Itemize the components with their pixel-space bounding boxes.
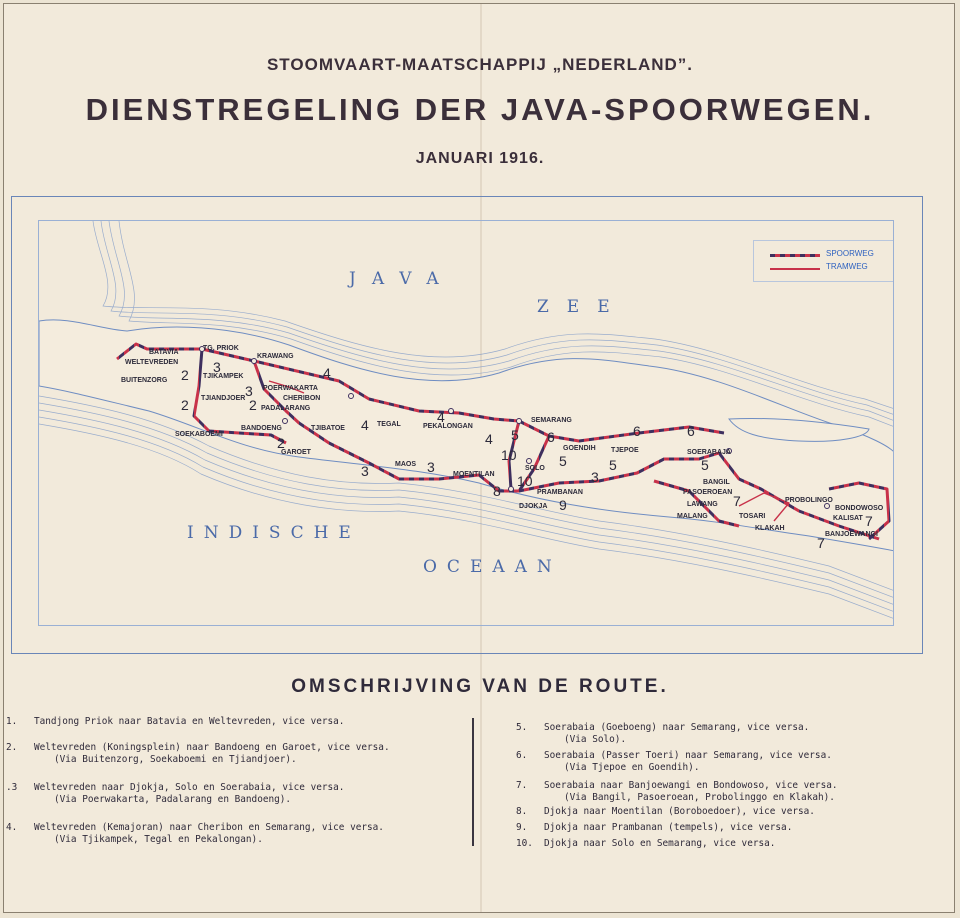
java-map bbox=[38, 220, 894, 626]
route-item-description: Tandjong Priok naar Batavia en Weltevreden, vice versa. bbox=[34, 716, 345, 727]
town-tjibatoe: TJIBATOE bbox=[311, 425, 345, 432]
route-item-number: 2. bbox=[6, 742, 18, 753]
route-number: 10 bbox=[517, 473, 533, 489]
route-number: 4 bbox=[323, 365, 331, 381]
route-item-number: 7. bbox=[516, 780, 528, 791]
town-soerabaja: SOERABAJA bbox=[687, 449, 731, 456]
route-number: 3 bbox=[361, 463, 369, 479]
route-item-number: 1. bbox=[6, 716, 18, 727]
route-item-description: Djokja naar Prambanan (tempels), vice versa. bbox=[544, 822, 793, 833]
route-item-number: 5. bbox=[516, 722, 528, 733]
town-garoet: GAROET bbox=[281, 449, 311, 456]
town-moentilan: MOENTILAN bbox=[453, 471, 495, 478]
town-tegal: TEGAL bbox=[377, 421, 401, 428]
town-malang: MALANG bbox=[677, 513, 708, 520]
route-item-number: 8. bbox=[516, 806, 528, 817]
town-krawang: KRAWANG bbox=[257, 353, 294, 360]
route-item-number: 6. bbox=[516, 750, 528, 761]
town-buitenzorg: BUITENZORG bbox=[121, 377, 168, 384]
legend-railway-line bbox=[770, 254, 820, 257]
legend-tramway bbox=[770, 262, 894, 274]
town-klakah: KLAKAH bbox=[755, 525, 785, 532]
town-cheribon: CHERIBON bbox=[283, 395, 321, 402]
town-probolingo: PROBOLINGO bbox=[785, 497, 833, 504]
route-number: 5 bbox=[511, 427, 519, 443]
town-prambanan: PRAMBANAN bbox=[537, 489, 583, 496]
route-number: 3 bbox=[245, 383, 253, 399]
town-solo: SOLO bbox=[525, 465, 545, 472]
route-number: 10 bbox=[501, 447, 517, 463]
legend-tramway-label: TRAMWEG bbox=[826, 262, 868, 271]
town-bandoeng: BANDOENG bbox=[241, 425, 282, 432]
town-tjepoe: TJEPOE bbox=[611, 447, 639, 454]
route-item-number: 4. bbox=[6, 822, 18, 833]
route-number: 4 bbox=[437, 409, 445, 425]
town-goendih: GOENDIH bbox=[563, 445, 596, 452]
route-number: 7 bbox=[733, 493, 741, 509]
route-number: 6 bbox=[547, 429, 555, 445]
route-number: 3 bbox=[213, 359, 221, 375]
route-number: 2 bbox=[181, 397, 189, 413]
route-item-via: (Via Tjepoe en Goendih). bbox=[564, 761, 700, 773]
route-item-description: Soerabaia naar Banjoewangi en Bondowoso, vice versa. bbox=[544, 780, 838, 791]
route-item-number: .3 bbox=[6, 782, 18, 793]
route-item-description: Soerabaia (Goeboeng) naar Semarang, vice versa. bbox=[544, 722, 810, 733]
route-number: 2 bbox=[181, 367, 189, 383]
route-number: 9 bbox=[559, 497, 567, 513]
town-lawang: LAWANG bbox=[687, 501, 718, 508]
route-item-description: Weltevreden (Kemajoran) naar Cheribon en Semarang, vice versa. bbox=[34, 822, 384, 833]
town-tjikampek: TJIKAMPEK bbox=[203, 373, 244, 380]
route-item-description: Weltevreden (Koningsplein) naar Bandoeng en Garoet, vice versa. bbox=[34, 742, 390, 753]
map-legend bbox=[753, 240, 894, 282]
route-number: 2 bbox=[249, 397, 257, 413]
route-number: 5 bbox=[609, 457, 617, 473]
route-item-via: (Via Tjikampek, Tegal en Pekalongan). bbox=[54, 833, 263, 845]
route-item-via: (Via Solo). bbox=[564, 733, 627, 745]
town-pasoeroean: PASOEROEAN bbox=[683, 489, 733, 496]
route-number: 5 bbox=[701, 457, 709, 473]
town-padalarang: PADALARANG bbox=[261, 405, 311, 412]
route-item-description: Soerabaia (Passer Toeri) naar Semarang, vice versa. bbox=[544, 750, 832, 761]
route-item-description: Djokja naar Moentilan (Boroboedoer), vice versa. bbox=[544, 806, 815, 817]
legend-tramway-line bbox=[770, 268, 820, 270]
route-item-via: (Via Poerwakarta, Padalarang en Bandoeng). bbox=[54, 793, 292, 805]
route-item-number: 10. bbox=[516, 838, 533, 849]
town-bondowoso: BONDOWOSO bbox=[835, 505, 884, 512]
town-pekalongan: PEKALONGAN bbox=[423, 423, 473, 430]
route-number: 4 bbox=[361, 417, 369, 433]
route-number: 8 bbox=[493, 483, 501, 499]
town-banjoewangi: BANJOEWANGI bbox=[825, 531, 878, 538]
sea-label-zee: ZEE bbox=[537, 297, 628, 317]
town-bangil: BANGIL bbox=[703, 479, 730, 486]
town-weltevreden: WELTEVREDEN bbox=[125, 359, 179, 366]
town-soekaboemi: SOEKABOEMI bbox=[175, 431, 223, 438]
route-number: 3 bbox=[427, 459, 435, 475]
route-item-via: (Via Buitenzorg, Soekaboemi en Tjiandjoer). bbox=[54, 753, 297, 765]
legend-railway bbox=[770, 249, 894, 261]
town-semarang: SEMARANG bbox=[531, 417, 572, 424]
town-djokja: DJOKJA bbox=[519, 503, 548, 510]
legend-railway-label: SPOORWEG bbox=[826, 249, 874, 258]
company-name: STOOMVAART-MAATSCHAPPIJ „NEDERLAND”. bbox=[266, 55, 694, 74]
route-number: 4 bbox=[485, 431, 493, 447]
column-divider bbox=[472, 718, 474, 846]
route-item-description: Weltevreden naar Djokja, Solo en Soerabaia, vice versa. bbox=[34, 782, 345, 793]
route-number: 6 bbox=[633, 423, 641, 439]
town-kalisat: KALISAT bbox=[833, 515, 863, 522]
route-number: 2 bbox=[277, 435, 285, 451]
route-number: 6 bbox=[687, 423, 695, 439]
route-item-number: 9. bbox=[516, 822, 528, 833]
town-tjiandjoer: TJIANDJOER bbox=[201, 395, 246, 402]
town-maos: MAOS bbox=[395, 461, 416, 468]
town-poerwakarta: POERWAKARTA bbox=[263, 385, 318, 392]
route-item-description: Djokja naar Solo en Semarang, vice versa. bbox=[544, 838, 776, 849]
sea-label-indische: INDISCHE bbox=[187, 523, 361, 543]
route-number: 3 bbox=[591, 469, 599, 485]
town-tosari: TOSARI bbox=[739, 513, 766, 520]
route-number: 7 bbox=[865, 513, 873, 529]
route-number: 5 bbox=[559, 453, 567, 469]
route-item-via: (Via Bangil, Pasoeroean, Probolinggo en Klakah). bbox=[564, 791, 835, 803]
sea-label-oceaan: OCEAAN bbox=[423, 557, 562, 577]
route-number: 7 bbox=[817, 535, 825, 551]
town-batavia: BATAVIA bbox=[149, 349, 179, 356]
timetable-date: JANUARI 1916. bbox=[415, 150, 545, 167]
route-heading: OMSCHRIJVING VAN DE ROUTE. bbox=[291, 676, 669, 697]
town-tg-priok: TG. PRIOK bbox=[203, 345, 239, 352]
sea-label-java: JAVA bbox=[349, 269, 455, 289]
page-title: DIENSTREGELING DER JAVA-SPOORWEGEN. bbox=[85, 92, 875, 127]
